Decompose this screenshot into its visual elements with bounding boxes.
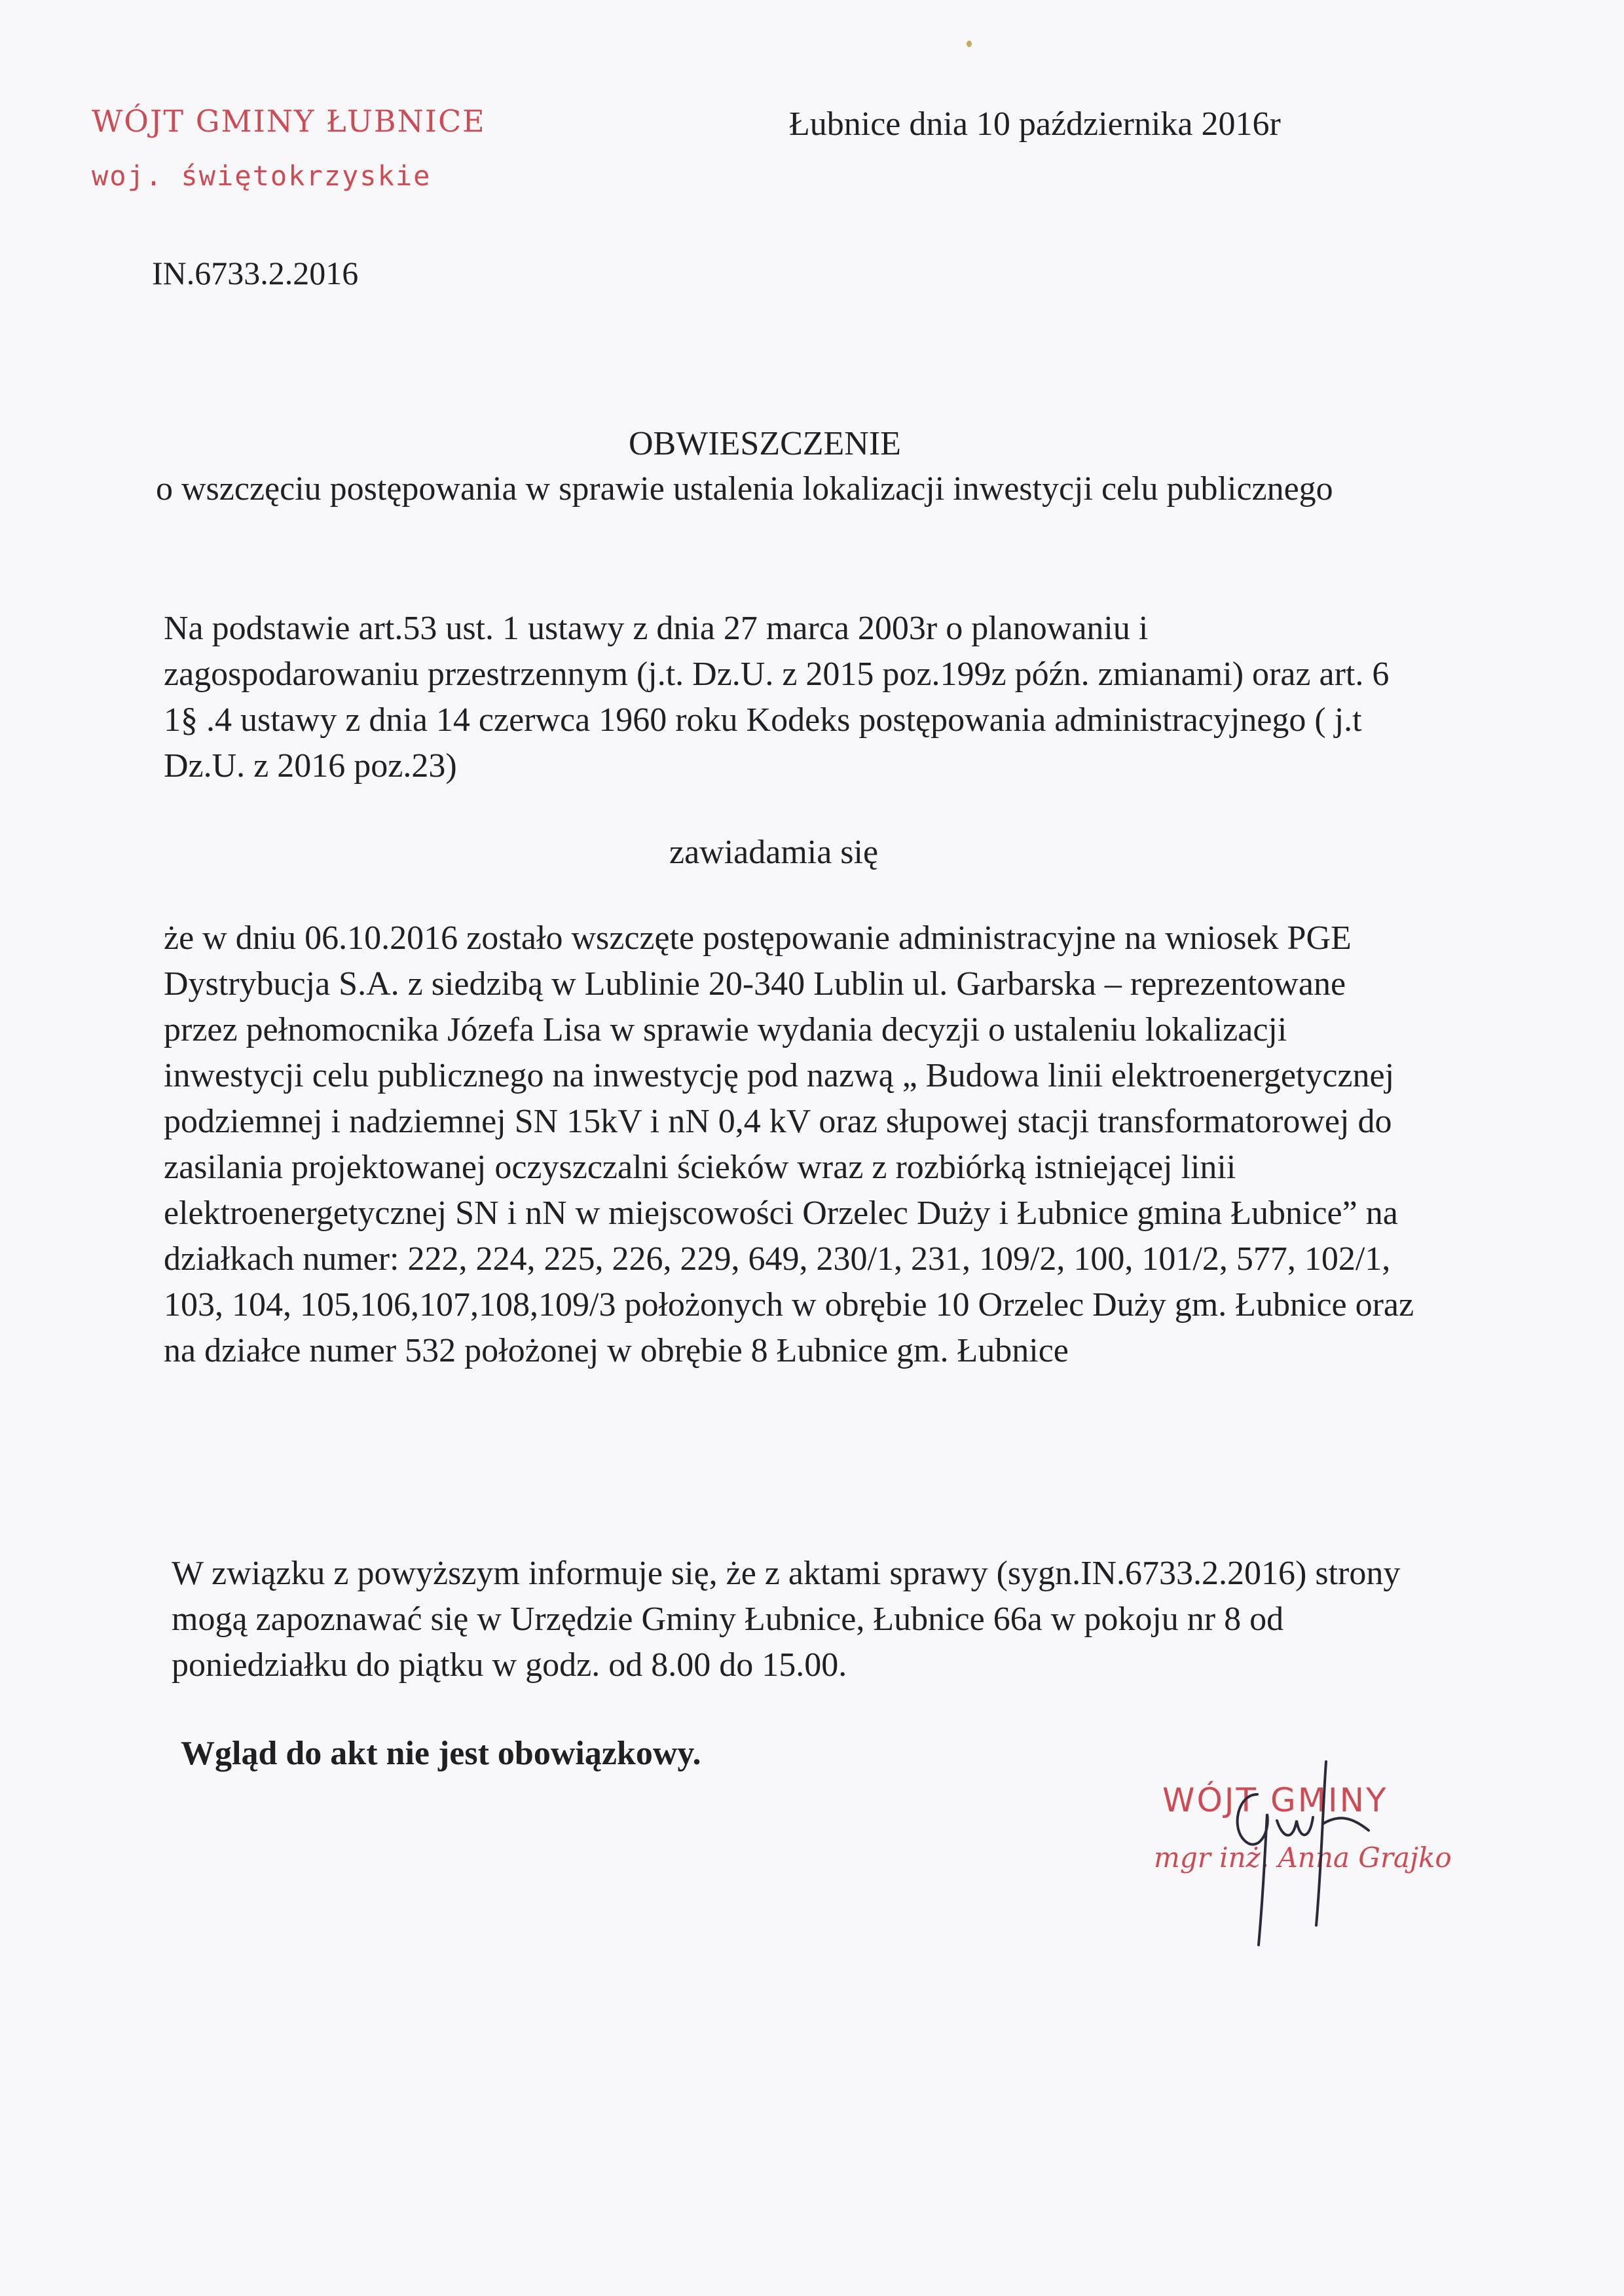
signatory-name-stamp: mgr inż. Anna Grajko	[1154, 1842, 1452, 1874]
main-body-paragraph: że w dniu 06.10.2016 zostało wszczęte postępowanie administracyjne na wniosek PGE Dystrybucja S.A. z siedzibą w Lublinie 20-340 Lublin ul. Garbarska – reprezentowane przez pełnomocnika Józefa Lisa w sprawie wydania decyzji o ustaleniu lokalizacji inwestycji celu publicznego na inwestycję pod nazwą „ Budowa linii elektroenergetycznej podziemnej i nadziemnej SN 15kV i nN 0,4 kV oraz słupowej stacji transformatorowej do zasilania projektowanej oczyszczalni ścieków wraz z rozbiórką istniejącej linii elektroenergetycznej SN i nN w miejscowości Orzelec Duży i Łubnice gmina Łubnice” na działkach numer: 222, 224, 225, 226, 229, 649, 230/1, 231, 109/2, 100, 101/2, 577, 102/1, 103, 104, 105,106,107,108,109/3 położonych w obrębie 10 Orzelec Duży gm. Łubnice oraz na działce numer 532 położonej w obrębie 8 Łubnice gm. Łubnice	[164, 919, 1414, 1369]
information-paragraph: W związku z powyższym informuje się, że z aktami sprawy (sygn.IN.6733.2.2016) strony mogą zapoznawać się w Urzędzie Gminy Łubnice, Łubnice 66a w pokoju nr 8 od poniedziałku do piątku w godz. od 8.00 do 15.00.	[172, 1555, 1401, 1684]
handwritten-signature	[1218, 1749, 1388, 1965]
reference-number: IN.6733.2.2016	[152, 255, 359, 291]
bold-notice: Wgląd do akt nie jest obowiązkowy.	[181, 1735, 701, 1772]
stamp-office-name: WÓJT GMINY ŁUBNICE	[92, 103, 486, 139]
document-date: Łubnice dnia 10 października 2016r	[789, 105, 1281, 143]
legal-basis-paragraph: Na podstawie art.53 ust. 1 ustawy z dnia 27 marca 2003r o planowaniu i zagospodarowaniu przestrzennym (j.t. Dz.U. z 2015 poz.199z późn. zmianami) oraz art. 6 1§ .4 ustawy z dnia 14 czerwca 1960 roku Kodeks postępowania administracyjnego ( j.t Dz.U. z 2016 poz.23)	[164, 610, 1390, 785]
signature-office-stamp: WÓJT GMINY	[1162, 1781, 1388, 1819]
document-title: OBWIESZCZENIE	[629, 425, 901, 462]
paper-speck	[967, 41, 972, 47]
office-stamp	[92, 98, 498, 199]
document-subject: o wszczęciu postępowania w sprawie ustalenia lokalizacji inwestycji celu publicznego	[156, 470, 1333, 508]
announcement-line: zawiadamia się	[669, 834, 879, 871]
stamp-voivodeship: woj. świętokrzyskie	[92, 160, 432, 192]
